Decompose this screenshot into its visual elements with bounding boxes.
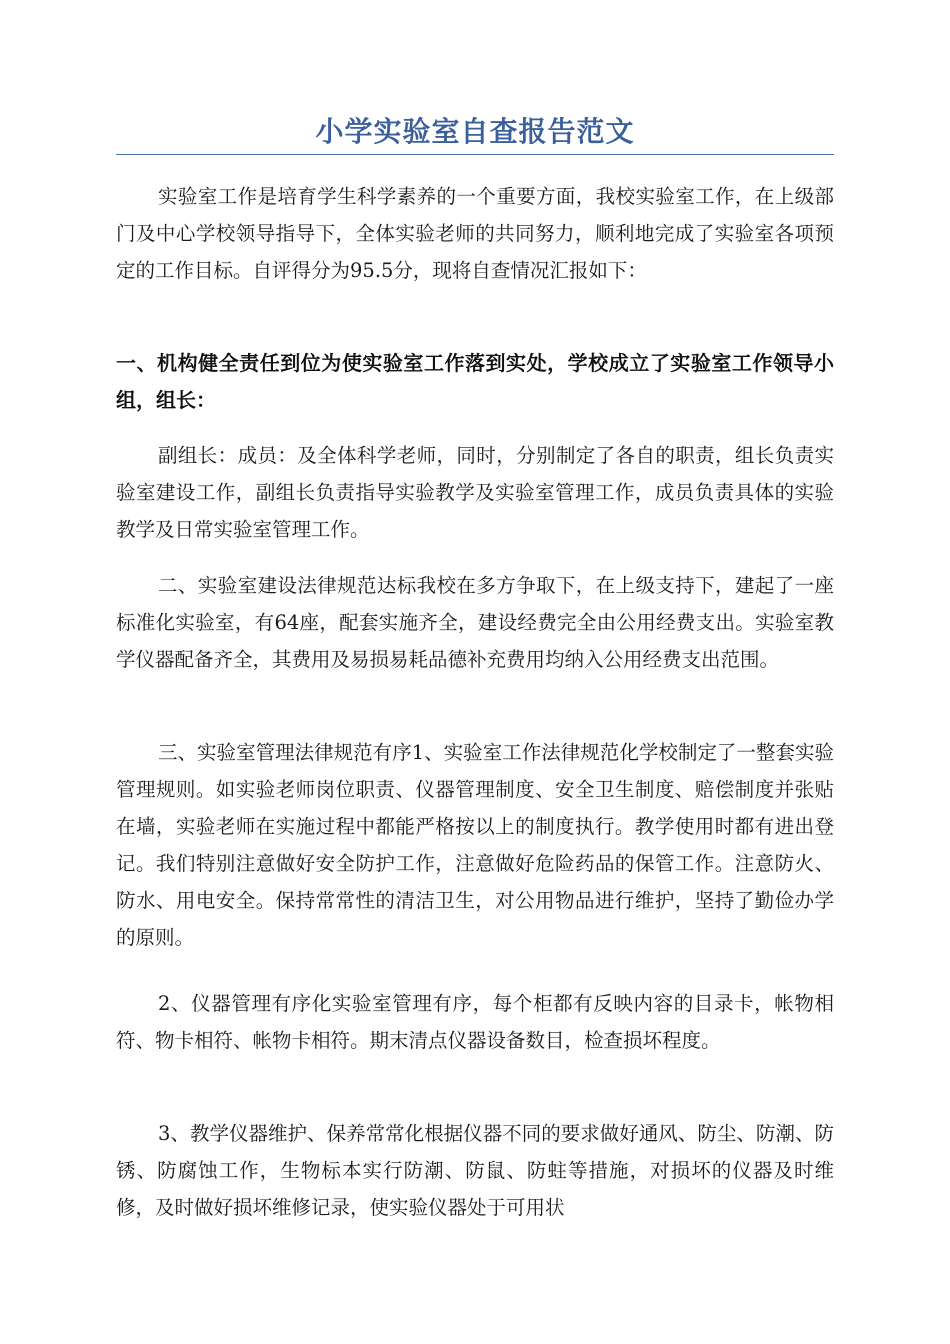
paragraph-instrument-maintenance: 3、教学仪器维护、保养常常化根据仪器不同的要求做好通风、防尘、防潮、防锈、防腐蚀工作，生物标本实行防潮、防鼠、防蛀等措施，对损坏的仪器及时维修，及时做好损坏维修记录，使实验仪器处于可用状	[116, 1122, 834, 1219]
section-heading-1: 一、机构健全责任到位为使实验室工作落到实处，学校成立了实验室工作领导小组，组长：	[116, 351, 834, 412]
paragraph-members: 副组长：成员：及全体科学老师，同时，分别制定了各自的职责，组长负责实验室建设工作，副组长负责指导实验教学及实验室管理工作，成员负责具体的实验教学及日常实验室管理工作。	[116, 444, 834, 541]
paragraph-section-3: 三、实验室管理法律规范有序1、实验室工作法律规范化学校制定了一整套实验管理规则。如实验老师岗位职责、仪器管理制度、安全卫生制度、赔偿制度并张贴在墙，实验老师在实施过程中都能严格按以上的制度执行。教学使用时都有进出登记。我们特别注意做好安全防护工作，注意做好危险药品的保管工作。注意防火、防水、用电安全。保持常常性的清洁卫生，对公用物品进行维护，坚持了勤俭办学的原则。	[116, 741, 834, 949]
paragraph-intro: 实验室工作是培育学生科学素养的一个重要方面，我校实验室工作，在上级部门及中心学校领导指导下，全体实验老师的共同努力，顺利地完成了实验室各项预定的工作目标。自评得分为95.5分，现将自查情况汇报如下：	[116, 185, 834, 282]
paragraph-instrument-management: 2、仪器管理有序化实验室管理有序，每个柜都有反映内容的目录卡，帐物相符、物卡相符、帐物卡相符。期末清点仪器设备数目，检查损坏程度。	[116, 992, 834, 1052]
title-underline	[116, 154, 834, 155]
paragraph-section-2: 二、实验室建设法律规范达标我校在多方争取下，在上级支持下，建起了一座标准化实验室，有64座，配套实施齐全，建设经费完全由公用经费支出。实验室教学仪器配备齐全，其费用及易损易耗品德补充费用均纳入公用经费支出范围。	[116, 574, 834, 671]
document-title: 小学实验室自查报告范文	[315, 115, 635, 148]
